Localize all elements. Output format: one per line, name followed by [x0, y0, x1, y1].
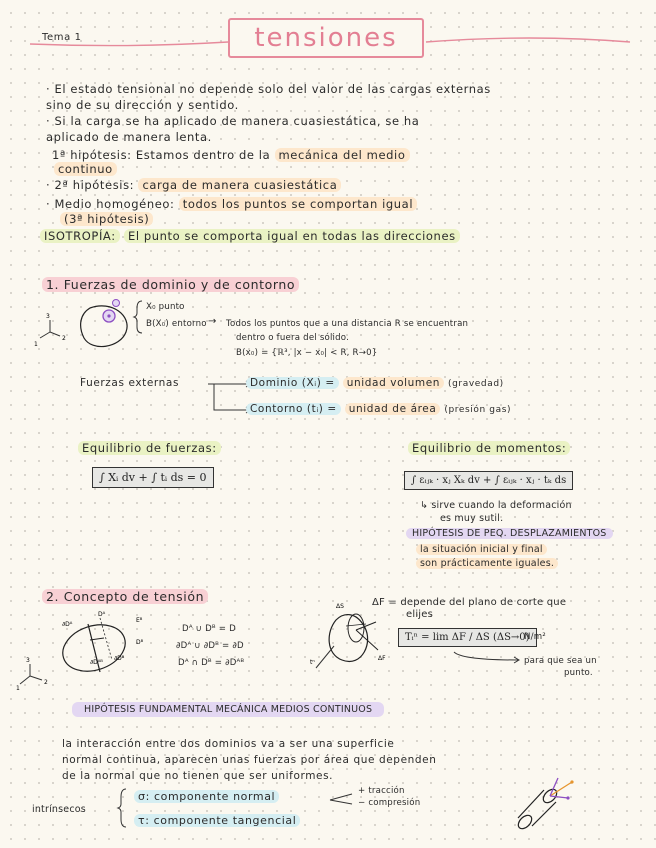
svg-text:3: 3 — [46, 313, 50, 320]
eq-fuerzas-title-text: Equilibrio de fuerzas: — [78, 441, 221, 455]
hypothesis-3-note — [60, 212, 153, 226]
dominio-line — [246, 377, 504, 389]
intro-line-2: sino de su dirección y sentido. — [46, 98, 239, 112]
set-eq-1: Dᴬ ∪ Dᴮ = D — [182, 624, 236, 634]
hypothesis-3 — [46, 197, 417, 211]
page-title: tensiones — [254, 23, 398, 53]
situacion-2-text: son prácticamente iguales. — [416, 558, 558, 569]
svg-text:Dᴬ: Dᴬ — [98, 611, 106, 618]
sigma-text: σ: componente normal — [134, 790, 279, 803]
topic-label: Tema 1 — [42, 32, 82, 43]
solid-diagram — [30, 296, 140, 356]
svg-text:1: 1 — [16, 685, 20, 692]
dominio-note: (gravedad) — [448, 379, 504, 389]
situacion-1-text: la situación inicial y final — [416, 544, 547, 555]
svg-text:tⁿ: tⁿ — [310, 659, 315, 666]
bx0-label: B(X₀) entorno — [146, 319, 207, 329]
sirve-line-1: ↳ sirve cuando la deformación — [420, 500, 572, 511]
contorno-note: (presión gas) — [444, 405, 512, 415]
title-box — [228, 18, 424, 58]
ti-formula: Tᵢⁿ = lim ΔF / ΔS (ΔS→0) — [398, 628, 537, 647]
unit-label: N/m² — [524, 632, 546, 642]
sirve-line-2: es muy sutil. — [440, 513, 504, 524]
hypothesis-3-highlight: todos los puntos se comportan igual — [179, 197, 417, 211]
intrinsecos-label: intrínsecos — [32, 804, 86, 815]
paragraph-line-3: de la normal que no tienen que ser uniformes. — [62, 770, 334, 782]
brace-icon — [134, 300, 144, 334]
hypothesis-1-label: 1ª hipótesis: — [52, 148, 132, 162]
svg-text:1: 1 — [34, 341, 38, 348]
bx0-formula: B(x₀) = {ℝ³, |x − x₀| < R, R→0} — [236, 348, 378, 358]
hipotesis-fundamental-text: HIPÓTESIS FUNDAMENTAL MECÁNICA MEDIOS CONTINUOS — [72, 702, 384, 717]
bx0-desc-1: Todos los puntos que a una distancia R se encuentran — [226, 319, 469, 329]
hypothesis-1-continuo: continuo — [54, 162, 117, 176]
df-text-1: ΔF = depende del plano de corte que — [372, 597, 567, 608]
sigma-line — [134, 790, 279, 803]
pointer-arrow — [452, 652, 532, 672]
intro-line-3: · Si la carga se ha aplicado de manera cuasiestática, se ha — [46, 114, 420, 128]
cut-body-diagram — [306, 598, 396, 678]
eq-momentos-title-text: Equilibrio de momentos: — [408, 441, 570, 455]
section-2-title — [42, 589, 208, 604]
eq-fuerzas-formula: ∫ Xᵢ dv + ∫ tᵢ ds = 0 — [92, 467, 214, 488]
x0-label: X₀ punto — [146, 302, 185, 312]
contorno-label: Contorno (tᵢ) = — [246, 403, 341, 415]
paragraph-line-2: normal continua, aparecen unas fuerzas por área que dependen — [62, 754, 437, 766]
hypothesis-1-cont — [54, 162, 117, 176]
dominio-label: Dominio (Xᵢ) = — [246, 377, 339, 389]
svg-text:ΔS: ΔS — [336, 603, 344, 610]
svg-text:2: 2 — [62, 335, 66, 342]
para-line-1: para que sea un — [524, 656, 597, 666]
contorno-text: unidad de área — [345, 403, 441, 415]
set-eq-3: Dᴬ ∩ Dᴮ = ∂Dᴬᴮ — [178, 658, 245, 668]
hipotesis-fundamental — [72, 704, 384, 715]
hypothesis-3-note-text: (3ª hipótesis) — [60, 212, 153, 226]
section-1-title-text: 1. Fuerzas de dominio y de contorno — [42, 277, 299, 292]
hypothesis-2 — [46, 178, 341, 192]
hypothesis-3-label: · Medio homogéneo: — [46, 197, 175, 211]
intro-line-1: · El estado tensional no depende solo del valor de las cargas externas — [46, 82, 491, 96]
section-1-title — [42, 277, 299, 292]
dominio-text: unidad volumen — [343, 377, 444, 389]
traccion-label: + tracción — [358, 786, 405, 796]
svg-text:∂Dᴬᴮ: ∂Dᴬᴮ — [90, 659, 103, 666]
hypothesis-1-highlight: mecánica del medio — [275, 148, 410, 162]
section-2-title-text: 2. Concepto de tensión — [42, 589, 208, 604]
hypothesis-2-highlight: carga de manera cuasiestática — [138, 178, 341, 192]
hipotesis-peq-text: HIPÓTESIS DE PEQ. DESPLAZAMIENTOS — [406, 528, 613, 539]
compresion-label: − compresión — [358, 798, 421, 808]
df-text-2: elijes — [406, 609, 434, 620]
eq-fuerzas-title — [78, 441, 221, 455]
cylinder-vector-diagram — [510, 772, 590, 832]
hypothesis-1-text: Estamos dentro de la — [135, 148, 271, 162]
bx0-desc-2: dentro o fuera del sólido. — [236, 333, 350, 343]
para-line-2: punto. — [564, 668, 593, 678]
intro-line-4: aplicado de manera lenta. — [46, 130, 212, 144]
situacion-line-1 — [416, 544, 547, 555]
paragraph-line-1: la interacción entre dos dominios va a ser una superficie — [62, 738, 395, 750]
situacion-line-2 — [416, 558, 558, 569]
isotropia-label: ISOTROPÍA: — [40, 229, 120, 243]
split-body-diagram — [14, 610, 164, 700]
hipotesis-peq — [406, 528, 613, 539]
isotropia-line — [40, 229, 460, 243]
eq-momentos-formula: ∫ εᵢⱼₖ · xⱼ Xₖ dv + ∫ εᵢⱼₖ · xⱼ · tₖ ds — [404, 471, 573, 490]
svg-text:Dᴮ: Dᴮ — [136, 639, 144, 646]
hypothesis-2-label: · 2ª hipótesis: — [46, 178, 135, 192]
fuerzas-externas-label: Fuerzas externas — [80, 377, 180, 389]
svg-text:∂Dᴮ: ∂Dᴮ — [114, 655, 125, 662]
tau-line — [134, 814, 300, 827]
isotropia-text: El punto se comporta igual en todas las direcciones — [124, 229, 460, 243]
split-arrows — [330, 790, 360, 810]
hypothesis-1 — [52, 148, 410, 162]
svg-text:3: 3 — [26, 657, 30, 664]
set-eq-2: ∂Dᴬ ∪ ∂Dᴮ = ∂D — [176, 641, 244, 651]
tau-text: τ: componente tangencial — [134, 814, 300, 827]
contorno-line — [246, 403, 511, 415]
eq-momentos-title — [408, 441, 570, 455]
svg-text:ΔF: ΔF — [378, 655, 386, 662]
brace-icon-2 — [118, 788, 128, 828]
svg-text:Eᴮ: Eᴮ — [136, 617, 143, 624]
svg-text:∂Dᴬ: ∂Dᴬ — [62, 621, 73, 628]
svg-text:2: 2 — [44, 679, 48, 686]
arrow-icon: → — [208, 316, 217, 327]
